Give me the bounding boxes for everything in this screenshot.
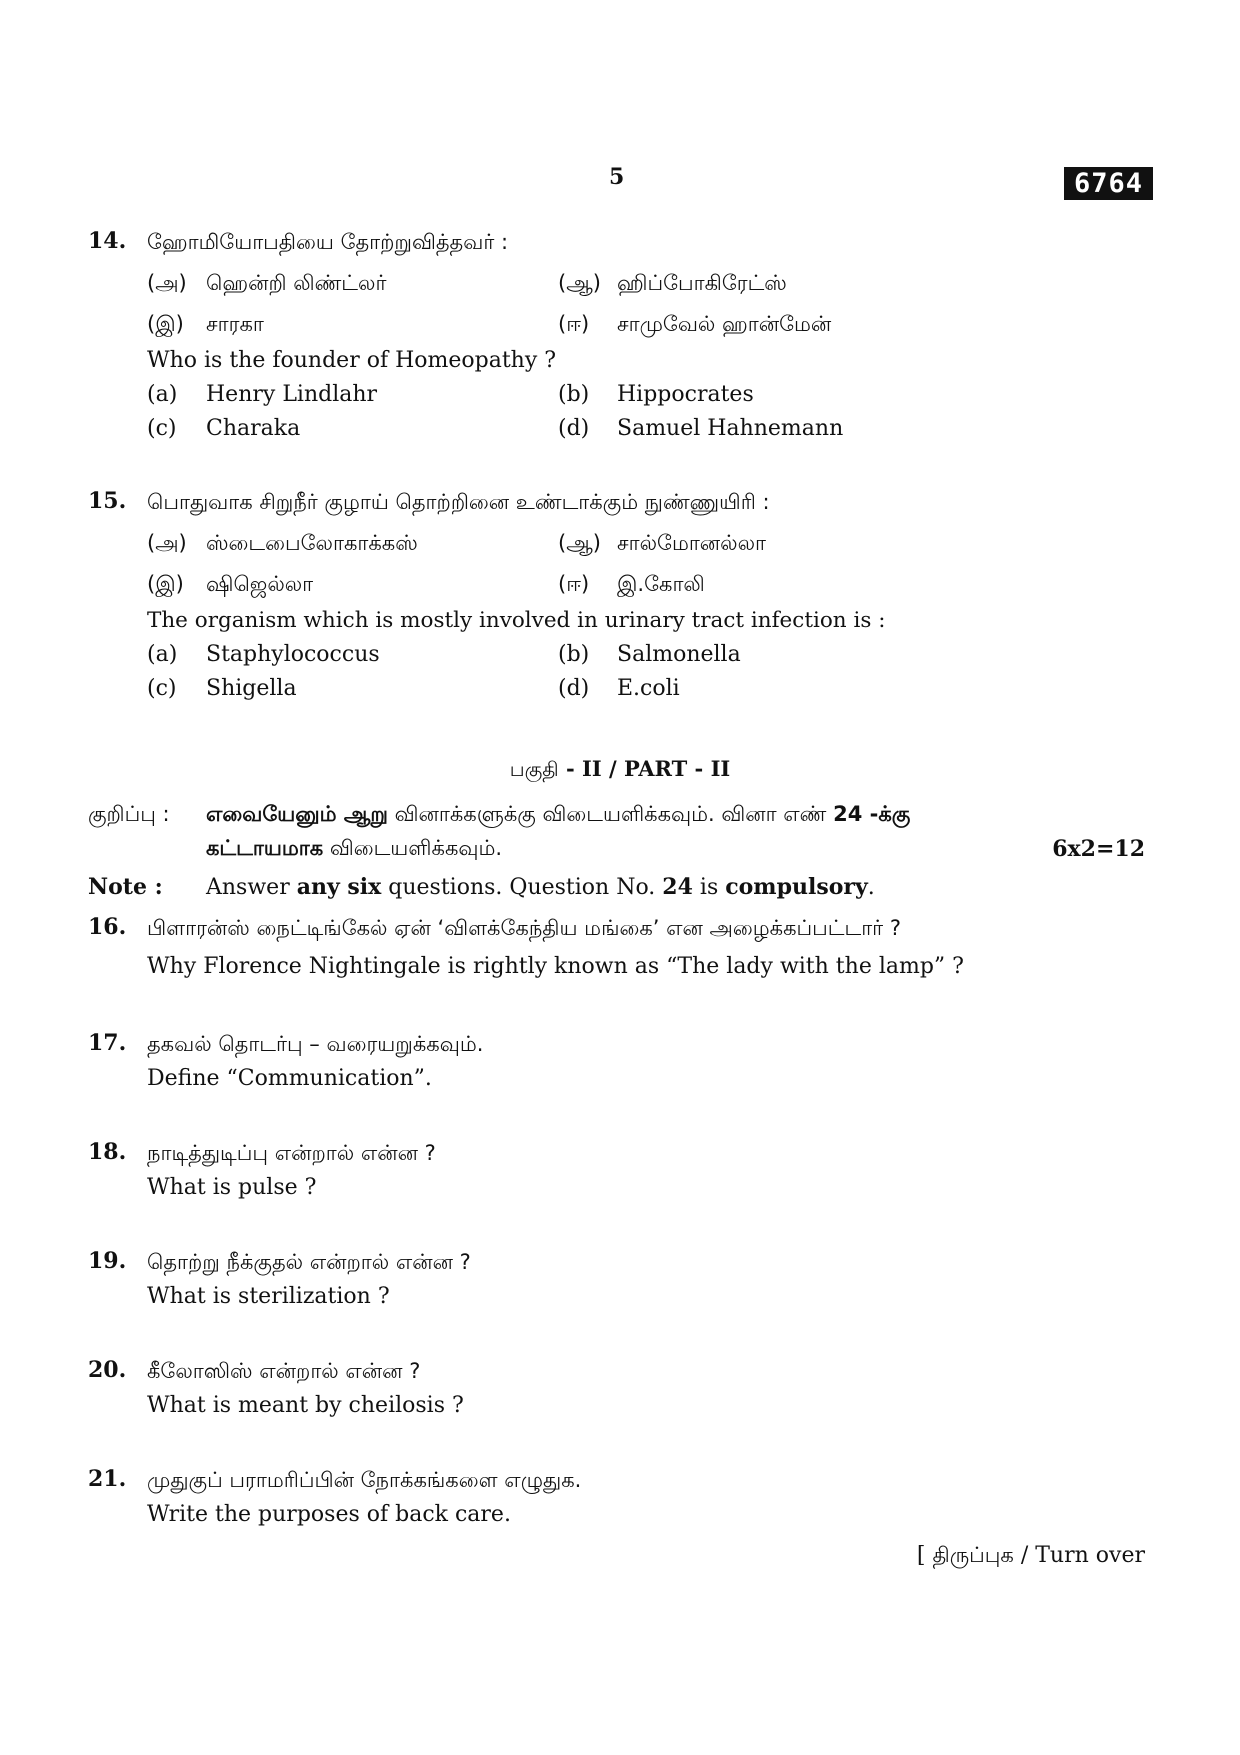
note-line-1-tamil xyxy=(206,802,910,829)
emphasis: கட்டாயமாக xyxy=(206,836,324,860)
footer-bracket: [ xyxy=(916,1543,933,1568)
note-line-2-tamil xyxy=(206,836,502,863)
note-text: விடையளிக்கவும். xyxy=(323,836,503,860)
question-text-english: Write the purposes of back care. xyxy=(147,1502,511,1527)
note-text: questions. Question No. xyxy=(381,875,663,900)
option-label: (அ) xyxy=(147,531,187,555)
option-label: (ஈ) xyxy=(558,572,590,596)
question-number: 19. xyxy=(88,1248,127,1274)
option-label: (a) xyxy=(147,642,178,667)
question-text-english: What is pulse ? xyxy=(147,1175,317,1200)
question-number: 14. xyxy=(88,228,127,254)
option-text: சாரகா xyxy=(206,312,264,336)
option-text: Henry Lindlahr xyxy=(206,382,378,407)
question-text-english: The organism which is mostly involved in urinary tract infection is : xyxy=(147,608,886,633)
question-number: 18. xyxy=(88,1139,127,1165)
paper-code: 6764 xyxy=(1064,167,1153,200)
question-number: 16. xyxy=(88,914,127,940)
question-text-tamil: நாடித்துடிப்பு என்றால் என்ன ? xyxy=(147,1141,436,1165)
part-heading-english: - II / PART - II xyxy=(558,756,731,781)
note-text: . xyxy=(867,875,875,900)
option-label: (c) xyxy=(147,676,177,701)
option-text: Hippocrates xyxy=(617,382,754,407)
question-text-english: Who is the founder of Homeopathy ? xyxy=(147,348,557,373)
option-text: Shigella xyxy=(206,676,297,701)
question-text-tamil: ஹோமியோபதியை தோற்றுவித்தவர் : xyxy=(147,230,509,254)
emphasis: 24 xyxy=(662,874,693,900)
question-number: 17. xyxy=(88,1030,127,1056)
question-text-tamil: கீலோஸிஸ் என்றால் என்ன ? xyxy=(147,1359,421,1383)
part-heading-tamil: பகுதி xyxy=(509,757,559,781)
option-text: Staphylococcus xyxy=(206,642,380,667)
option-text: Charaka xyxy=(206,416,301,441)
question-text-english: What is meant by cheilosis ? xyxy=(147,1393,464,1418)
option-label: (இ) xyxy=(147,572,184,596)
option-label: (d) xyxy=(558,676,590,701)
note-label-english: Note : xyxy=(88,874,163,900)
note-label-tamil: குறிப்பு : xyxy=(88,802,170,826)
question-number: 20. xyxy=(88,1357,127,1383)
turn-over-note xyxy=(917,1543,1145,1570)
option-text: Salmonella xyxy=(617,642,741,667)
emphasis: compulsory xyxy=(725,874,868,900)
question-text-tamil: தொற்று நீக்குதல் என்றால் என்ன ? xyxy=(147,1250,471,1274)
option-text: சால்மோனல்லா xyxy=(617,531,767,555)
question-text-english: Define “Communication”. xyxy=(147,1066,432,1091)
page-number: 5 xyxy=(609,164,625,190)
option-text: ஷிஜெல்லா xyxy=(206,572,314,596)
option-label: (ஈ) xyxy=(558,312,590,336)
question-number: 21. xyxy=(88,1466,127,1492)
note-text: வினாக்களுக்கு விடையளிக்கவும். வினா எண் xyxy=(387,802,834,826)
option-text: ஹென்றி லிண்ட்லர் xyxy=(206,271,387,295)
question-text-tamil: பொதுவாக சிறுநீர் குழாய் தொற்றினை உண்டாக்கும் நுண்ணுயிரி : xyxy=(147,490,770,514)
footer-tamil: திருப்புக xyxy=(932,1543,1014,1567)
option-label: (அ) xyxy=(147,271,187,295)
note-text: Answer xyxy=(206,875,297,900)
option-label: (a) xyxy=(147,382,178,407)
option-label: (d) xyxy=(558,416,590,441)
option-text: இ.கோலி xyxy=(617,572,705,596)
option-label: (b) xyxy=(558,642,590,667)
question-text-tamil: முதுகுப் பராமரிப்பின் நோக்கங்களை எழுதுக. xyxy=(147,1468,582,1492)
note-text: is xyxy=(692,875,726,900)
emphasis: எவையேனும் ஆறு xyxy=(206,802,388,826)
footer-english: / Turn over xyxy=(1013,1543,1145,1568)
option-label: (b) xyxy=(558,382,590,407)
option-text: ஸ்டைபைலோகாக்கஸ் xyxy=(206,531,418,555)
question-text-english: Why Florence Nightingale is rightly known as “The lady with the lamp” ? xyxy=(147,954,964,979)
option-label: (ஆ) xyxy=(558,531,601,555)
marks-scheme: 6x2=12 xyxy=(1052,836,1145,862)
question-number: 15. xyxy=(88,488,127,514)
part-heading xyxy=(0,756,1240,784)
option-text: சாமுவேல் ஹான்மேன் xyxy=(617,312,832,336)
option-text: E.coli xyxy=(617,676,680,701)
option-text: Samuel Hahnemann xyxy=(617,416,844,441)
option-label: (c) xyxy=(147,416,177,441)
option-label: (இ) xyxy=(147,312,184,336)
question-text-english: What is sterilization ? xyxy=(147,1284,390,1309)
question-text-tamil: பிளாரன்ஸ் நைட்டிங்கேல் ஏன் ‘விளக்கேந்திய மங்கை’ என அழைக்கப்பட்டார் ? xyxy=(147,916,901,940)
note-line-english xyxy=(206,874,875,900)
option-label: (ஆ) xyxy=(558,271,601,295)
emphasis: 24 -க்கு xyxy=(833,802,911,826)
emphasis: any six xyxy=(296,874,382,900)
question-text-tamil: தகவல் தொடர்பு – வரையறுக்கவும். xyxy=(147,1032,484,1056)
option-text: ஹிப்போகிரேட்ஸ் xyxy=(617,271,787,295)
